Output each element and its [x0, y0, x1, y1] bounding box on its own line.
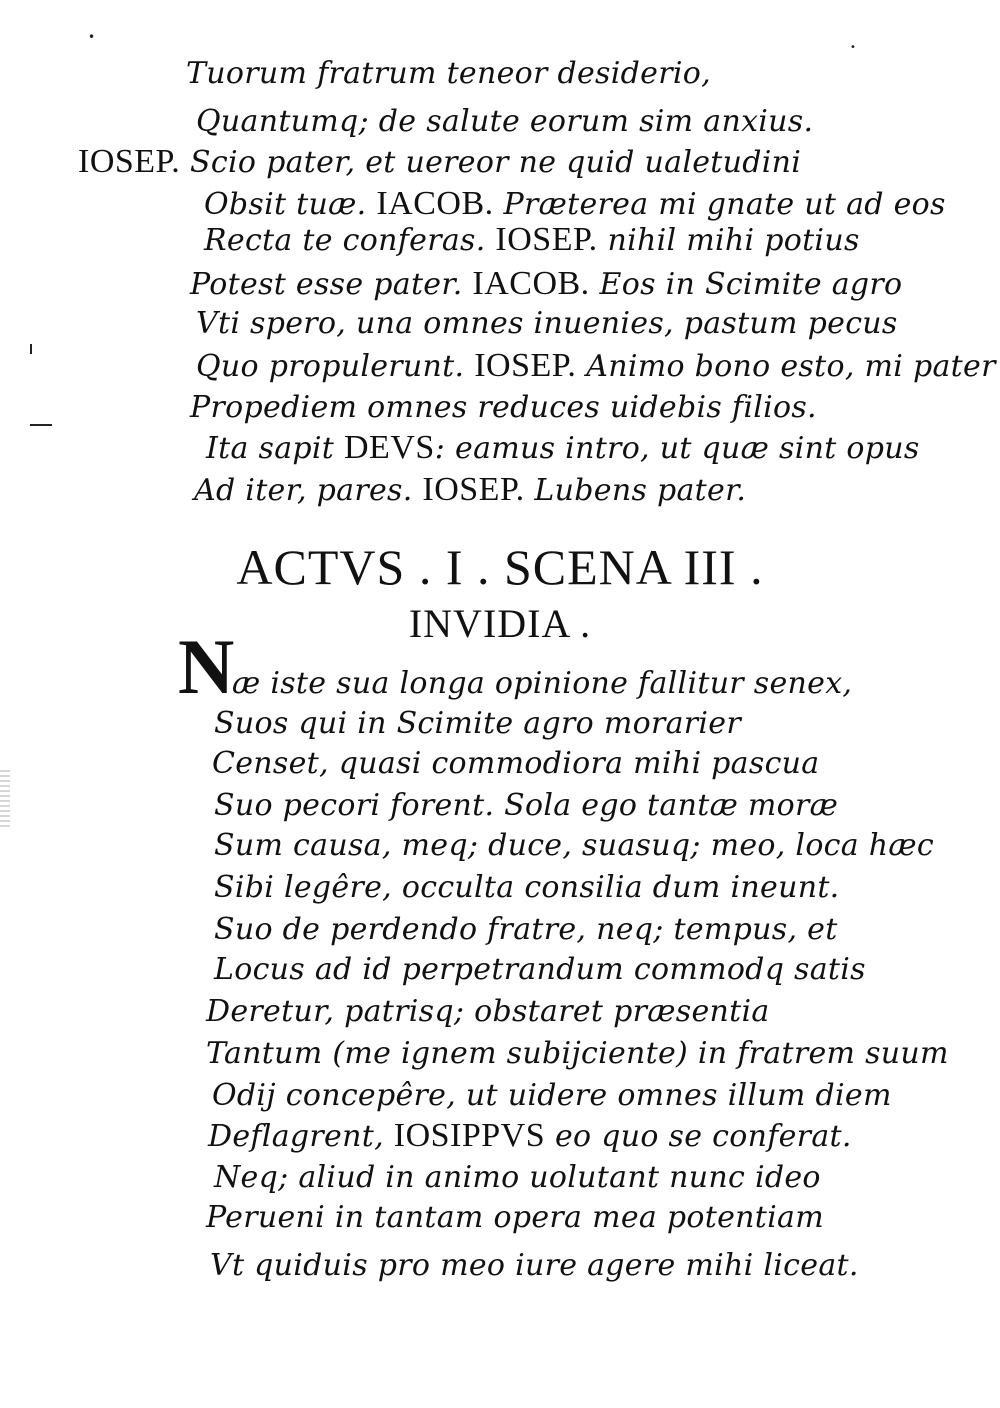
- verse-text: Lubens pater.: [524, 473, 747, 508]
- verse-text: Eos in Scimite agro: [589, 267, 903, 302]
- verse-text: Deflagrent,: [208, 1119, 394, 1154]
- verse-text: Animo bono esto, mi pater: [576, 349, 996, 384]
- scan-edge-smudge: [0, 770, 10, 830]
- drop-cap-initial: N: [178, 623, 235, 710]
- verse-line: æ iste sua longa opinione fallitur senex,: [232, 666, 853, 701]
- act-scene-heading: ACTVS . I . SCENA III .: [236, 539, 764, 595]
- verse-text: Præterea mi gnate ut ad eos: [493, 187, 946, 222]
- speaker-name: IOSEP.: [474, 347, 577, 384]
- verse-line: Propediem omnes reduces uidebis filios.: [190, 390, 817, 425]
- speaker-name: IACOB.: [472, 265, 590, 302]
- verse-line: [208, 1118, 852, 1155]
- verse-line: Locus ad id perpetrandum commodq satis: [214, 952, 866, 987]
- verse-line: Censet, quasi commodiora mihi pascua: [212, 746, 820, 781]
- verse-text: Ad iter, pares.: [194, 473, 423, 508]
- speaker-name: IOSEP.: [78, 143, 181, 180]
- verse-line: Quantumq; de salute eorum sim anxius.: [196, 104, 814, 139]
- verse-line: Tantum (me ignem subijciente) in fratrem suum: [206, 1036, 949, 1071]
- verse-text: Recta te conferas.: [204, 223, 496, 258]
- verse-text: Ita sapit: [206, 431, 344, 466]
- verse-line: [190, 266, 902, 303]
- verse-line: [206, 430, 920, 467]
- speaker-name: IOSEP.: [422, 471, 525, 508]
- verse-text: nihil mihi potius: [597, 223, 860, 258]
- speaker-name: IOSEP.: [495, 221, 598, 258]
- verse-line: Vt quiduis pro meo iure agere mihi liceat.: [210, 1248, 859, 1283]
- verse-line: Sum causa, meq; duce, suasuq; meo, loca hæc: [214, 828, 935, 863]
- verse-line: Odij concepêre, ut uidere omnes illum diem: [212, 1078, 892, 1113]
- verse-line: Neq; aliud in animo uolutant nunc ideo: [214, 1160, 821, 1195]
- deity-name: DEVS: [344, 429, 435, 466]
- speaker-name: IOSIPPVS: [393, 1117, 546, 1154]
- margin-tick: [30, 344, 32, 354]
- verse-line: Suo pecori forent. Sola ego tantæ moræ: [214, 788, 839, 823]
- verse-line: Sibi legêre, occulta consilia dum ineunt.: [214, 870, 840, 905]
- verse-text: Quo propulerunt.: [196, 349, 475, 384]
- verse-text: Obsit tuæ.: [204, 187, 377, 222]
- verse-line: Vti spero, una omnes inuenies, pastum pecus: [196, 306, 898, 341]
- margin-rule: [30, 424, 52, 426]
- verse-line: Deretur, patrisq; obstaret præsentia: [206, 994, 770, 1029]
- verse-text: Potest esse pater.: [190, 267, 473, 302]
- verse-line: [78, 144, 801, 181]
- verse-line: Perueni in tantam opera mea potentiam: [206, 1200, 824, 1235]
- ink-dot: •: [850, 42, 856, 53]
- speaker-heading: INVIDIA .: [408, 601, 592, 646]
- verse-line: Suo de perdendo fratre, neq; tempus, et: [214, 912, 838, 947]
- verse-text: : eamus intro, ut quæ sint opus: [434, 431, 920, 466]
- verse-line: Tuorum fratrum teneor desiderio,: [186, 56, 711, 91]
- speaker-name: IACOB.: [376, 185, 494, 222]
- verse-line: [196, 348, 996, 385]
- ink-dot: •: [88, 30, 96, 44]
- verse-text: Scio pater, et uereor ne quid ualetudini: [180, 145, 802, 180]
- verse-line: [204, 222, 860, 259]
- verse-line: [194, 472, 746, 509]
- verse-line: [204, 186, 946, 223]
- verse-line: Suos qui in Scimite agro morarier: [214, 706, 742, 741]
- verse-text: eo quo se conferat.: [545, 1119, 852, 1154]
